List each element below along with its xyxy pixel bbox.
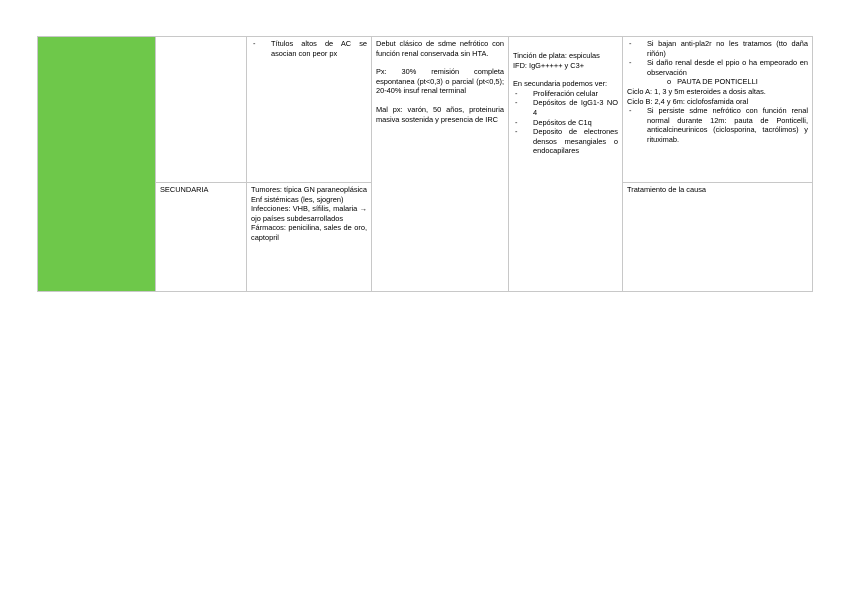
tratamiento-list-1 (627, 39, 808, 77)
paragraph: Ciclo B: 2,4 y 6m: ciclofosfamida oral (627, 96, 749, 106)
paragraph: Debut clásico de sdme nefrótico con función renal conservada sin HTA. (376, 39, 504, 58)
clinica-top-list (251, 39, 367, 58)
anatomia-list (513, 89, 618, 156)
circle-list-item: o PAUTA DE PONTICELLI (667, 77, 758, 87)
tratamiento-list-2 (627, 106, 808, 144)
row-label-empty-cell (156, 37, 247, 183)
paragraph: IFD: IgG+++++ y C3+ (513, 60, 585, 70)
paragraph: Mal px: varón, 50 años, proteinuria masiva sostenida y presencia de IRC (376, 104, 504, 124)
paragraph: Tinción de plata: espiculas (513, 51, 600, 60)
tratamiento-top-cell (623, 37, 813, 183)
clinica-bottom-cell (247, 183, 372, 292)
clinica-top-cell (247, 37, 372, 183)
paragraph: Infecciones: VHB, sífilis, malaria → ojo países subdesarrollados (251, 204, 367, 223)
paragraph: Fármacos: penicilina, sales de oro, captopril (251, 223, 367, 242)
table-row-primary (38, 37, 813, 183)
list-item: - Proliferación celular (513, 89, 618, 99)
paragraph: Ciclo A: 1, 3 y 5m esteroides a dosis altas. (627, 86, 766, 96)
anatomia-patologica-cell (509, 37, 623, 292)
green-category-cell (38, 37, 156, 292)
row-label-secundaria: SECUNDARIA (156, 183, 247, 292)
cuadro-clinico-cell (372, 37, 509, 292)
paragraph: En secundaria podemos ver: (513, 79, 608, 89)
list-item: - Si daño renal desde el ppio o ha empeorado en observación (627, 58, 808, 77)
paragraph: Tratamiento de la causa (627, 185, 707, 194)
list-item: - Depósitos de C1q (513, 118, 618, 128)
list-item: - Si persiste sdme nefrótico con función renal normal durante 12m: pauta de Ponticelli, anticalcineurinicos (ciclosporina, tacrólimos) y rituximab. (627, 106, 808, 144)
list-item: - Deposito de electrones densos mesangiales o endocapilares (513, 127, 618, 156)
list-item: - Si bajan anti-pla2r no les tratamos (tto daña riñón) (627, 39, 808, 58)
list-item: - Títulos altos de AC se asocian con peor px (251, 39, 367, 58)
paragraph: Tumores: típica GN paraneoplásica (251, 185, 367, 194)
paragraph: Enf sistémicas (les, sjogren) (251, 194, 344, 204)
list-item: - Depósitos de IgG1-3 NO 4 (513, 98, 618, 117)
circle-bullet-icon: o (667, 77, 672, 87)
nephropathy-table (37, 36, 813, 292)
paragraph: Px: 30% remisión completa espontanea (pt<0,3) o parcial (pt<0,5); 20-40% insuf renal terminal (376, 67, 504, 96)
tratamiento-bottom-cell (623, 183, 813, 292)
